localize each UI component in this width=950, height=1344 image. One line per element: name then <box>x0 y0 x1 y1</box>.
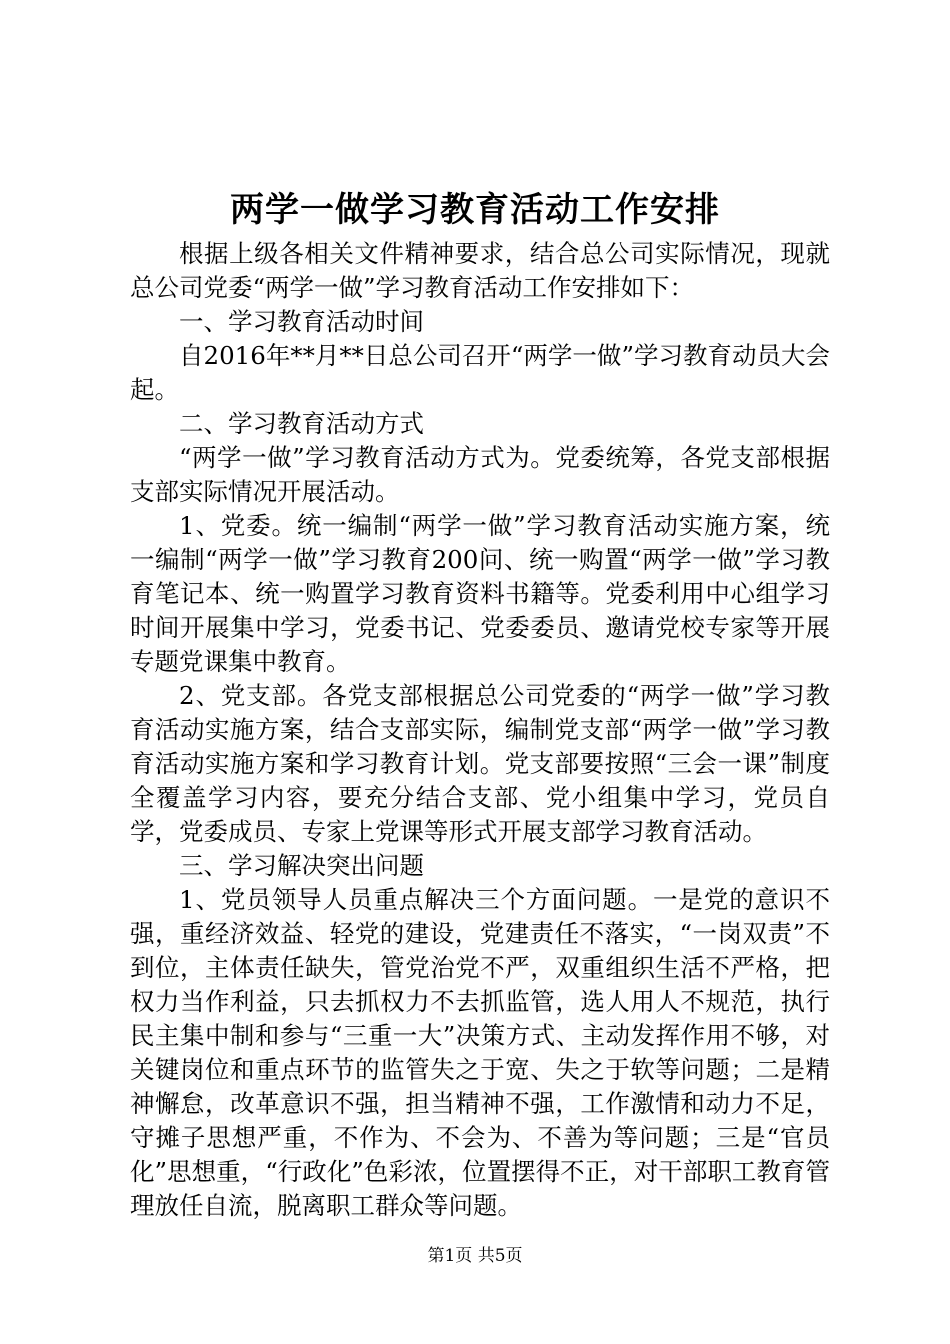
section-heading-problems: 三、学习解决突出问题 <box>179 851 424 880</box>
intro-paragraph: 根据上级各相关文件精神要求，结合总公司实际情况，现就总公司党委“两学一做”学习教育活动工作安排如下： <box>130 239 830 302</box>
document-body <box>130 237 830 1223</box>
party-branch-paragraph: 2、党支部。各党支部根据总公司党委的“两学一做”学习教育活动实施方案，结合支部实际，编制党支部“两学一做”学习教育活动实施方案和学习教育计划。党支部要按照“三会一课”制度全覆盖学习内容，要充分结合支部、党小组集中学习，党员自学，党委成员、专家上党课等形式开展支部学习教育活动。 <box>130 681 830 846</box>
method-paragraph: “两学一做”学习教育活动方式为。党委统筹，各党支部根据支部实际情况开展活动。 <box>130 443 830 506</box>
party-committee-paragraph: 1、党委。统一编制“两学一做”学习教育活动实施方案，统一编制“两学一做”学习教育200问、统一购置“两学一做”学习教育笔记本、统一购置学习教育资料书籍等。党委利用中心组学习时间开展集中学习，党委书记、党委委员、邀请党校专家等开展专题党课集中教育。 <box>130 511 830 676</box>
document-title: 两学一做学习教育活动工作安排 <box>230 190 720 230</box>
time-paragraph: 自2016年**月**日总公司召开“两学一做”学习教育动员大会起。 <box>130 341 830 404</box>
problems-paragraph: 1、党员领导人员重点解决三个方面问题。一是党的意识不强，重经济效益、轻党的建设，党建责任不落实，“一岗双责”不到位，主体责任缺失，管党治党不严，双重组织生活不严格，把权力当作利益，只去抓权力不去抓监管，选人用人不规范，执行民主集中制和参与“三重一大”决策方式、主动发挥作用不够，对关键岗位和重点环节的监管失之于宽、失之于软等问题；二是精神懈怠，改革意识不强，担当精神不强，工作激情和动力不足，守摊子思想严重，不作为、不会为、不善为等问题；三是“官员化”思想重，“行政化”色彩浓，位置摆得不正，对干部职工教育管理放任自流，脱离职工群众等问题。 <box>130 885 830 1220</box>
page-number-footer: 第1页 共5页 <box>427 1246 523 1266</box>
section-heading-method: 二、学习教育活动方式 <box>179 409 424 438</box>
section-heading-time: 一、学习教育活动时间 <box>179 307 424 336</box>
